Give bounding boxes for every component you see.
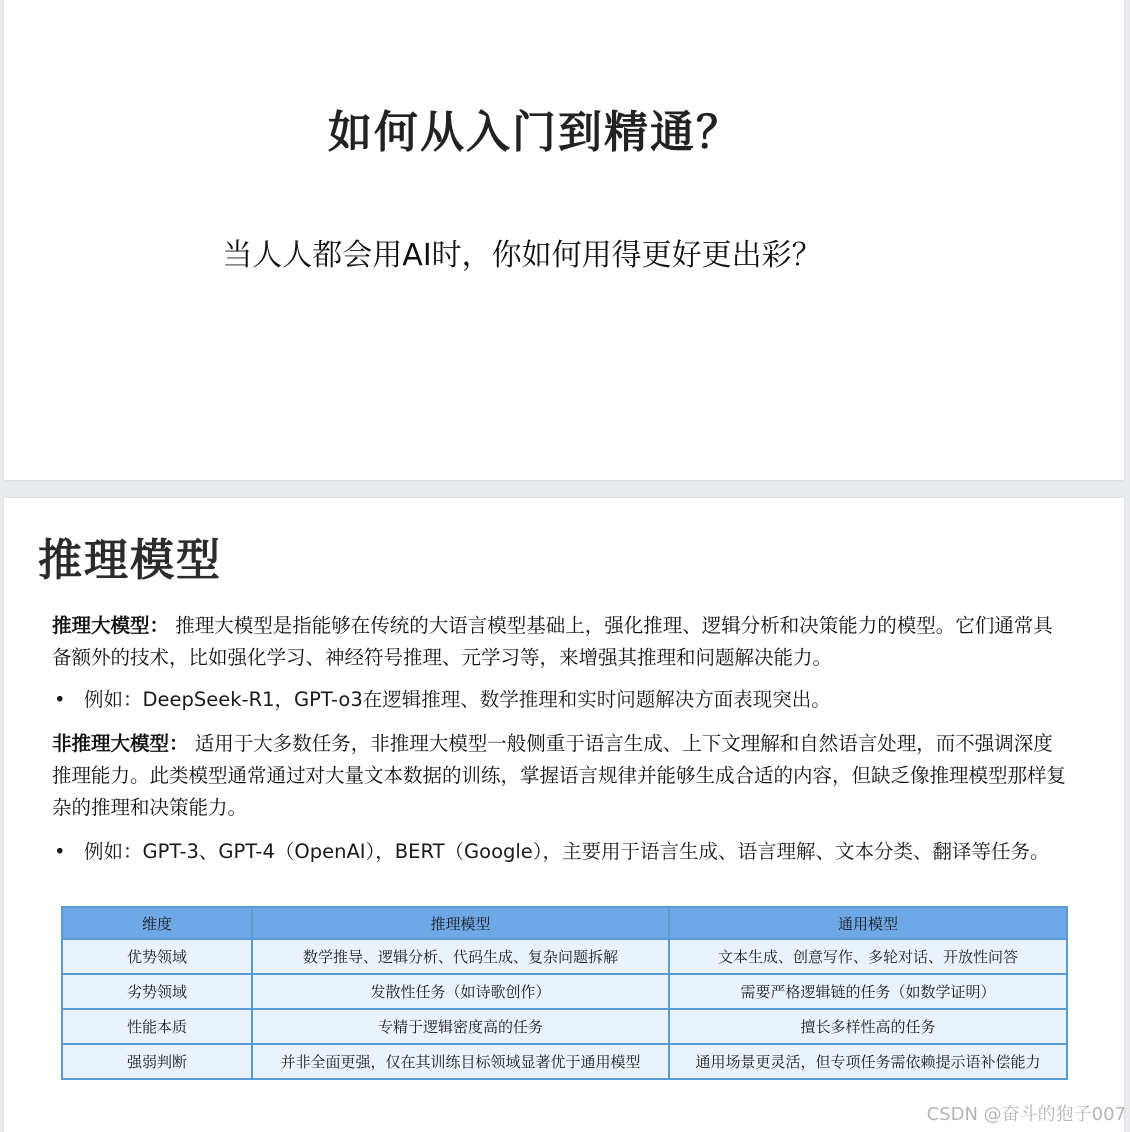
table-cell: 文本生成、创意写作、多轮对话、开放性问答 [669, 939, 1067, 974]
slide-1-title: 如何从入门到精通？ [328, 107, 742, 158]
bullet-marker: • [54, 688, 66, 711]
non-reasoning-model-label: 非推理大模型： [52, 732, 189, 755]
non-reasoning-example-text: 例如：GPT-3、GPT-4（OpenAI），BERT（Google），主要用于语言生成、语言理解、文本分类、翻译等任务。 [84, 840, 1050, 863]
table-cell: 发散性任务（如诗歌创作） [252, 974, 669, 1009]
non-reasoning-model-paragraph [52, 728, 1070, 824]
bullet-marker: • [54, 840, 66, 863]
slide-2-title: 推理模型 [38, 535, 222, 586]
table-cell: 需要严格逻辑链的任务（如数学证明） [669, 974, 1067, 1009]
table-row [62, 1009, 1067, 1044]
table-cell: 通用场景更灵活，但专项任务需依赖提示语补偿能力 [669, 1044, 1067, 1079]
table-cell: 数学推导、逻辑分析、代码生成、复杂问题拆解 [252, 939, 669, 974]
table-row [62, 1044, 1067, 1079]
reasoning-example-text: 例如：DeepSeek-R1，GPT-o3在逻辑推理、数学推理和实时问题解决方面表现突出。 [84, 688, 831, 711]
table-cell: 劣势领域 [62, 974, 252, 1009]
slide-2 [4, 498, 1124, 1132]
reasoning-example-bullet [52, 684, 1070, 716]
non-reasoning-example-bullet [52, 836, 1070, 868]
slide-1 [4, 0, 1124, 480]
non-reasoning-model-text: 适用于大多数任务，非推理大模型一般侧重于语言生成、上下文理解和自然语言处理，而不强调深度推理能力。此类模型通常通过对大量文本数据的训练，掌握语言规律并能够生成合适的内容，但缺乏像推理模型那样复杂的推理和决策能力。 [52, 732, 1067, 819]
table-header-cell: 推理模型 [252, 907, 669, 939]
table-cell: 专精于逻辑密度高的任务 [252, 1009, 669, 1044]
slide-1-subtitle: 当人人都会用AI时，你如何用得更好更出彩？ [222, 238, 822, 273]
reasoning-model-label: 推理大模型： [52, 614, 170, 637]
table-cell: 强弱判断 [62, 1044, 252, 1079]
table-row [62, 974, 1067, 1009]
table-header-row [62, 907, 1067, 939]
csdn-watermark: CSDN @奋斗的狍子007 [926, 1104, 1126, 1125]
table-cell: 并非全面更强，仅在其训练目标领域显著优于通用模型 [252, 1044, 669, 1079]
reasoning-model-paragraph [52, 610, 1070, 674]
reasoning-model-text: 推理大模型是指能够在传统的大语言模型基础上，强化推理、逻辑分析和决策能力的模型。它们通常具备额外的技术，比如强化学习、神经符号推理、元学习等，来增强其推理和问题解决能力。 [52, 614, 1053, 669]
comparison-table [61, 906, 1068, 1080]
table-header-cell: 通用模型 [669, 907, 1067, 939]
table-cell: 擅长多样性高的任务 [669, 1009, 1067, 1044]
table-header-cell: 维度 [62, 907, 252, 939]
table-cell: 优势领域 [62, 939, 252, 974]
table-row [62, 939, 1067, 974]
table-cell: 性能本质 [62, 1009, 252, 1044]
